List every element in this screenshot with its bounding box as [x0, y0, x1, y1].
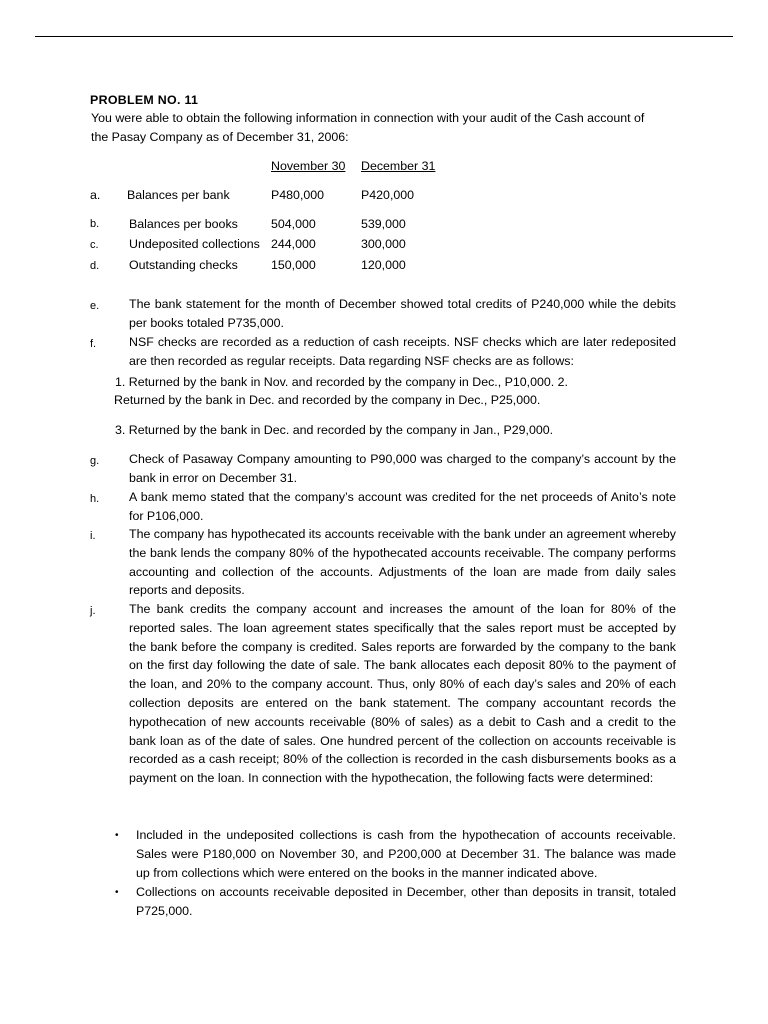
row-december-value: 539,000: [361, 217, 406, 231]
row-november-value: P480,000: [271, 188, 325, 202]
column-header-november: November 30: [271, 159, 346, 173]
header-rule: [35, 36, 733, 37]
row-letter: d.: [90, 260, 100, 272]
item-g-text: Check of Pasaway Company amounting to P90,000 was charged to the company’s account by the bank in error on December 31.: [129, 452, 676, 485]
nsf-line-3: 3. Returned by the bank in Dec. and recorded by the company in Jan., P29,000.: [115, 423, 554, 437]
item-e-text: The bank statement for the month of December showed total credits of P240,000 while the debits per books totaled P735,000.: [129, 297, 676, 330]
item-j-text: The bank credits the company account and increases the amount of the loan for 80% of the reported sales. The loan agreement states specifically that the sales report must be accepted by the bank before the company is credited. Sales reports are forwarded by the company to the bank on the first day following the date of sale. The bank allocates each deposit 80% to the payment of the loan, and 20% to the company account. Thus, only 80% of each day’s sales and 20% of each collection deposits are entered on the bank statement. The company accountant records the hypothecation of new accounts receivable (80% of sales) as a debit to Cash and a credit to the bank loan as of the date of sales. One hundred percent of the collection on accounts receivable is recorded as a cash receipt; 80% of the collection is recorded in the cash disbursements books as a payment on the loan. In connection with the hypothecation, the following facts were determined:: [129, 602, 676, 786]
bullet-icon: •: [115, 887, 119, 898]
nsf-line-2: Returned by the bank in Dec. and recorded by the company in Dec., P25,000.: [114, 393, 541, 407]
item-h-text: A bank memo stated that the company’s account was credited for the net proceeds of Anito’s note for P106,000.: [129, 490, 676, 523]
row-letter: b.: [90, 218, 100, 230]
bullet-text: Collections on accounts receivable deposited in December, other than deposits in transit, totaled P725,000.: [136, 885, 676, 918]
row-label: Balances per books: [129, 217, 238, 231]
row-letter: c.: [90, 239, 99, 251]
row-label: Undeposited collections: [129, 237, 260, 251]
row-december-value: 300,000: [361, 237, 406, 251]
problem-title: PROBLEM NO. 11: [90, 93, 199, 107]
item-h-letter: h.: [90, 493, 100, 505]
row-december-value: 120,000: [361, 258, 406, 272]
bullet-text: Included in the undeposited collections is cash from the hypothecation of accounts receivable. Sales were P180,000 on November 30, and P200,000 at December 31. The balance was made up from collections which were entered on the books in the manner indicated above.: [136, 828, 676, 880]
nsf-line-1: 1. Returned by the bank in Nov. and recorded by the company in Dec., P10,000. 2.: [115, 375, 568, 389]
row-november-value: 150,000: [271, 258, 316, 272]
bullet-icon: •: [115, 830, 119, 841]
item-e-letter: e.: [90, 300, 100, 312]
item-i-letter: i.: [90, 530, 96, 542]
row-december-value: P420,000: [361, 188, 415, 202]
row-letter: a.: [90, 188, 101, 202]
item-f-letter: f.: [90, 338, 97, 350]
item-g-letter: g.: [90, 455, 100, 467]
column-header-december: December 31: [361, 159, 436, 173]
row-november-value: 504,000: [271, 217, 316, 231]
row-label: Outstanding checks: [129, 258, 238, 272]
row-november-value: 244,000: [271, 237, 316, 251]
row-label: Balances per bank: [127, 188, 230, 202]
intro-line-1: You were able to obtain the following information in connection with your audit of the Cash account of: [91, 111, 645, 125]
item-i-text: The company has hypothecated its accounts receivable with the bank under an agreement whereby the bank lends the company 80% of the hypothecated accounts receivable. The company performs accounting and collection of the accounts. Adjustments of the loan are made from daily sales reports and deposits.: [129, 527, 676, 598]
item-f-text: NSF checks are recorded as a reduction of cash receipts. NSF checks which are later redeposited are then recorded as regular receipts. Data regarding NSF checks are as follows:: [129, 335, 676, 368]
intro-line-2: the Pasay Company as of December 31, 2006:: [91, 130, 349, 144]
item-j-letter: j.: [90, 605, 96, 617]
